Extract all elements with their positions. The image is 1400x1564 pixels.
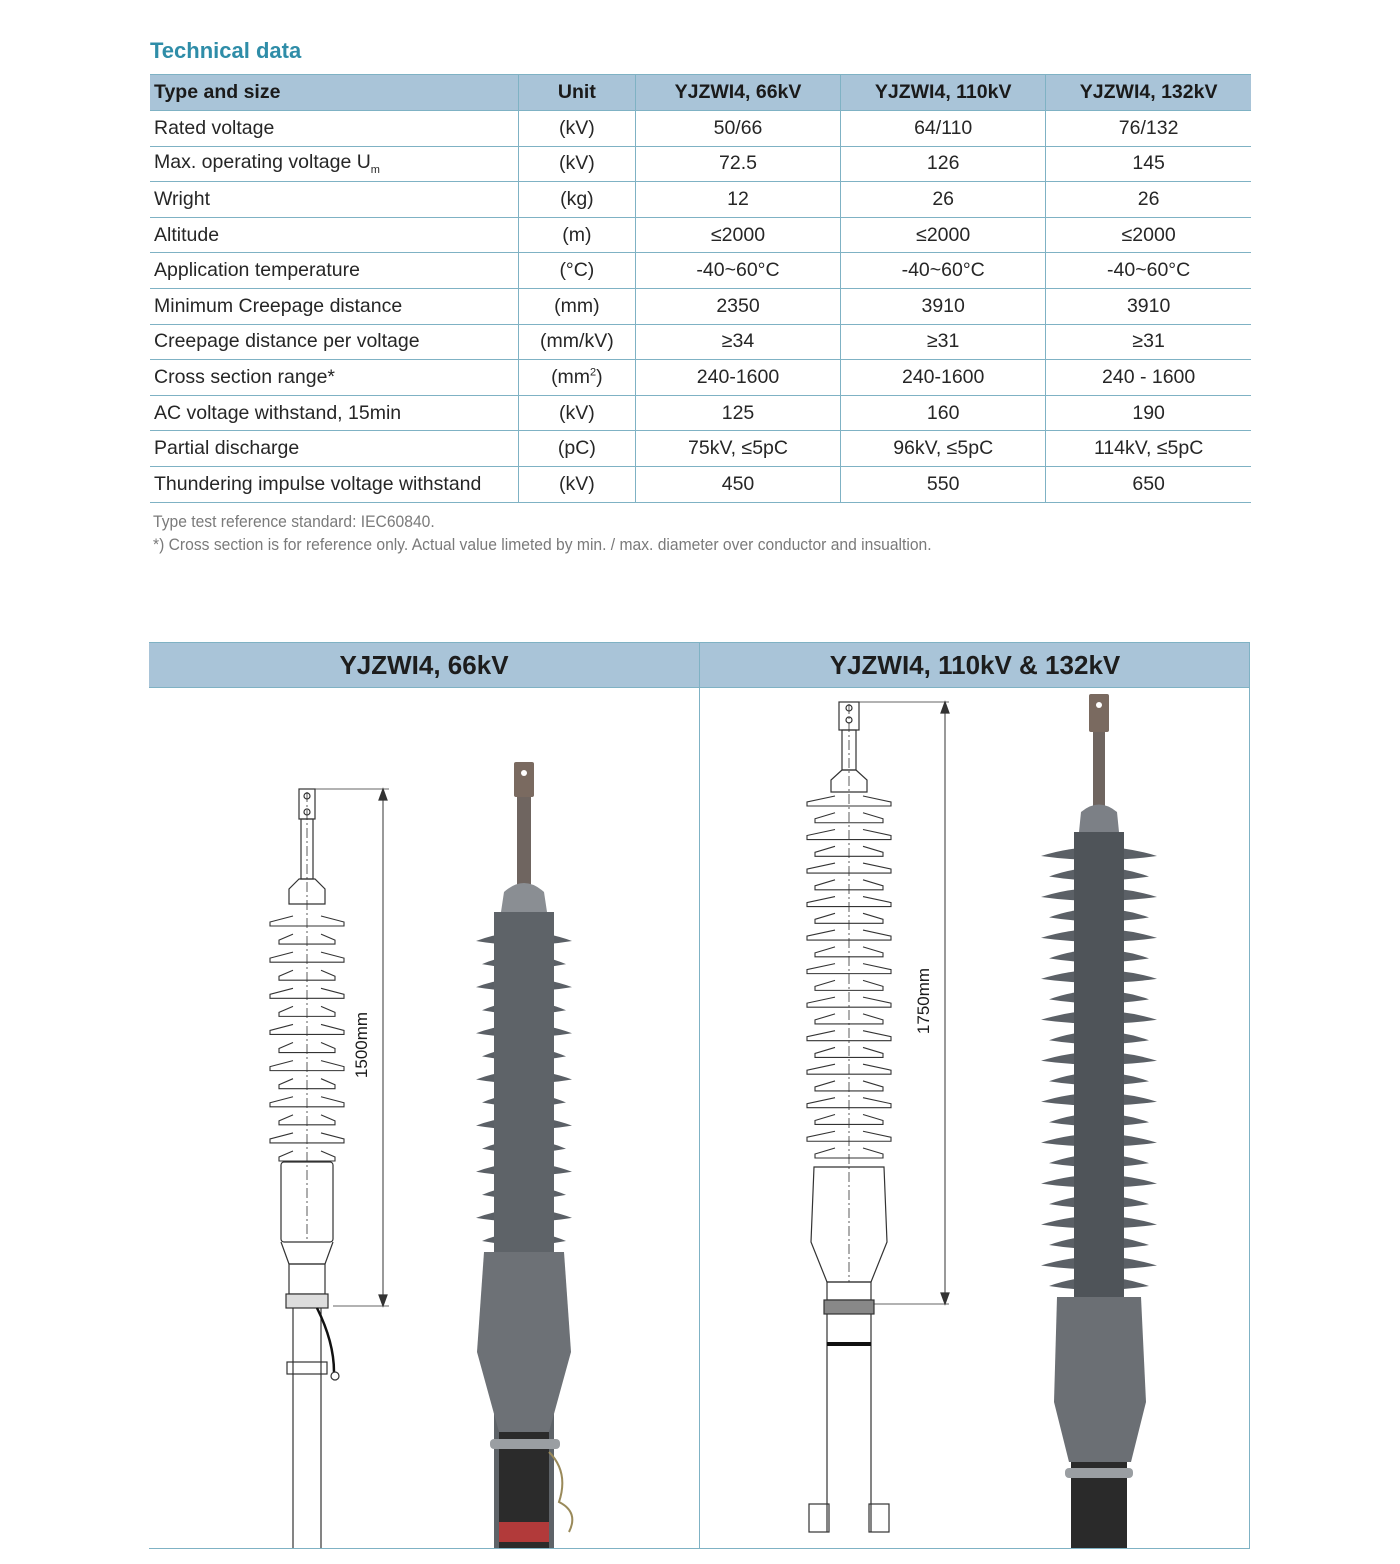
value-cell-v66: ≤2000 <box>635 217 840 253</box>
value-cell-v66: 75kV, ≤5pC <box>635 431 840 467</box>
table-row <box>150 111 1251 147</box>
value-cell-v110: ≤2000 <box>841 217 1046 253</box>
table-row <box>150 253 1251 289</box>
value-cell-v132: ≤2000 <box>1046 217 1251 253</box>
table-row <box>150 431 1251 467</box>
drawing-66kv <box>270 789 389 1548</box>
value-cell-v132: 26 <box>1046 182 1251 218</box>
table-row <box>150 182 1251 218</box>
technical-data-table <box>150 74 1251 503</box>
value-cell-v110: 96kV, ≤5pC <box>841 431 1046 467</box>
param-cell: Thundering impulse voltage withstand <box>150 466 518 502</box>
header-type-size: Type and size <box>150 75 518 111</box>
table-row <box>150 324 1251 360</box>
value-cell-v66: 72.5 <box>635 146 840 182</box>
value-cell-v110: 3910 <box>841 288 1046 324</box>
value-cell-v66: 2350 <box>635 288 840 324</box>
value-cell-v132: -40~60°C <box>1046 253 1251 289</box>
param-cell: Application temperature <box>150 253 518 289</box>
header-66kv: YJZWI4, 66kV <box>635 75 840 111</box>
param-cell: Max. operating voltage $U_m$ <box>150 146 518 182</box>
param-cell: Rated voltage <box>150 111 518 147</box>
value-cell-v110: -40~60°C <box>841 253 1046 289</box>
value-cell-v110: 64/110 <box>841 111 1046 147</box>
param-cell: Creepage distance per voltage <box>150 324 518 360</box>
note-standard: Type test reference standard: IEC60840. <box>153 512 435 531</box>
header-132kv: YJZWI4, 132kV <box>1046 75 1251 111</box>
value-cell-v132: ≥31 <box>1046 324 1251 360</box>
param-cell: AC voltage withstand, 15min <box>150 395 518 431</box>
param-cell: Minimum Creepage distance <box>150 288 518 324</box>
value-cell-v66: 12 <box>635 182 840 218</box>
table-row <box>150 146 1251 182</box>
value-cell-v132: 76/132 <box>1046 111 1251 147</box>
value-cell-v132: 145 <box>1046 146 1251 182</box>
header-110kv: YJZWI4, 110kV <box>841 75 1046 111</box>
table-row <box>150 395 1251 431</box>
diagram-panel <box>149 642 1250 1549</box>
table-body <box>150 111 1251 503</box>
table-row <box>150 217 1251 253</box>
unit-cell: (kV) <box>518 466 635 502</box>
value-cell-v110: 126 <box>841 146 1046 182</box>
value-cell-v132: 650 <box>1046 466 1251 502</box>
value-cell-v66: 450 <box>635 466 840 502</box>
unit-cell: (mm/kV) <box>518 324 635 360</box>
value-cell-v66: 50/66 <box>635 111 840 147</box>
param-cell: Altitude <box>150 217 518 253</box>
dimension-1500mm: 1500mm <box>352 1011 372 1079</box>
table-row <box>150 288 1251 324</box>
value-cell-v132: 190 <box>1046 395 1251 431</box>
unit-cell: (kV) <box>518 395 635 431</box>
value-cell-v110: 26 <box>841 182 1046 218</box>
table-row <box>150 466 1251 502</box>
photo-110-132kv <box>1041 694 1157 1548</box>
unit-cell: (°C) <box>518 253 635 289</box>
note-cross-section: *) Cross section is for reference only. Actual value limeted by min. / max. diameter over conductor and insualtion. <box>153 535 932 554</box>
termination-illustrations <box>149 642 1250 1548</box>
unit-cell: $(mm^2)$ <box>518 360 635 396</box>
param-cell: Partial discharge <box>150 431 518 467</box>
table-header-row <box>150 75 1251 111</box>
unit-cell: (m) <box>518 217 635 253</box>
value-cell-v66: 240-1600 <box>635 360 840 396</box>
drawing-110-132kv <box>807 702 949 1532</box>
table-row <box>150 360 1251 396</box>
value-cell-v132: 240 - 1600 <box>1046 360 1251 396</box>
unit-cell: (mm) <box>518 288 635 324</box>
value-cell-v110: ≥31 <box>841 324 1046 360</box>
value-cell-v132: 3910 <box>1046 288 1251 324</box>
section-title: Technical data <box>150 38 302 63</box>
unit-cell: (kV) <box>518 146 635 182</box>
param-cell: Cross section range* <box>150 360 518 396</box>
photo-66kv <box>476 762 572 1548</box>
value-cell-v110: 160 <box>841 395 1046 431</box>
value-cell-v132: 114kV, ≤5pC <box>1046 431 1251 467</box>
diagram-header-110-132kv: YJZWI4, 110kV & 132kV <box>700 642 1250 688</box>
dimension-1750mm: 1750mm <box>914 967 934 1035</box>
diagram-header-66kv: YJZWI4, 66kV <box>149 642 699 688</box>
value-cell-v110: 550 <box>841 466 1046 502</box>
unit-cell: (pC) <box>518 431 635 467</box>
value-cell-v66: -40~60°C <box>635 253 840 289</box>
unit-cell: (kg) <box>518 182 635 218</box>
value-cell-v110: 240-1600 <box>841 360 1046 396</box>
value-cell-v66: 125 <box>635 395 840 431</box>
table-notes <box>153 510 932 556</box>
unit-cell: (kV) <box>518 111 635 147</box>
value-cell-v66: ≥34 <box>635 324 840 360</box>
param-cell: Wright <box>150 182 518 218</box>
header-unit: Unit <box>518 75 635 111</box>
